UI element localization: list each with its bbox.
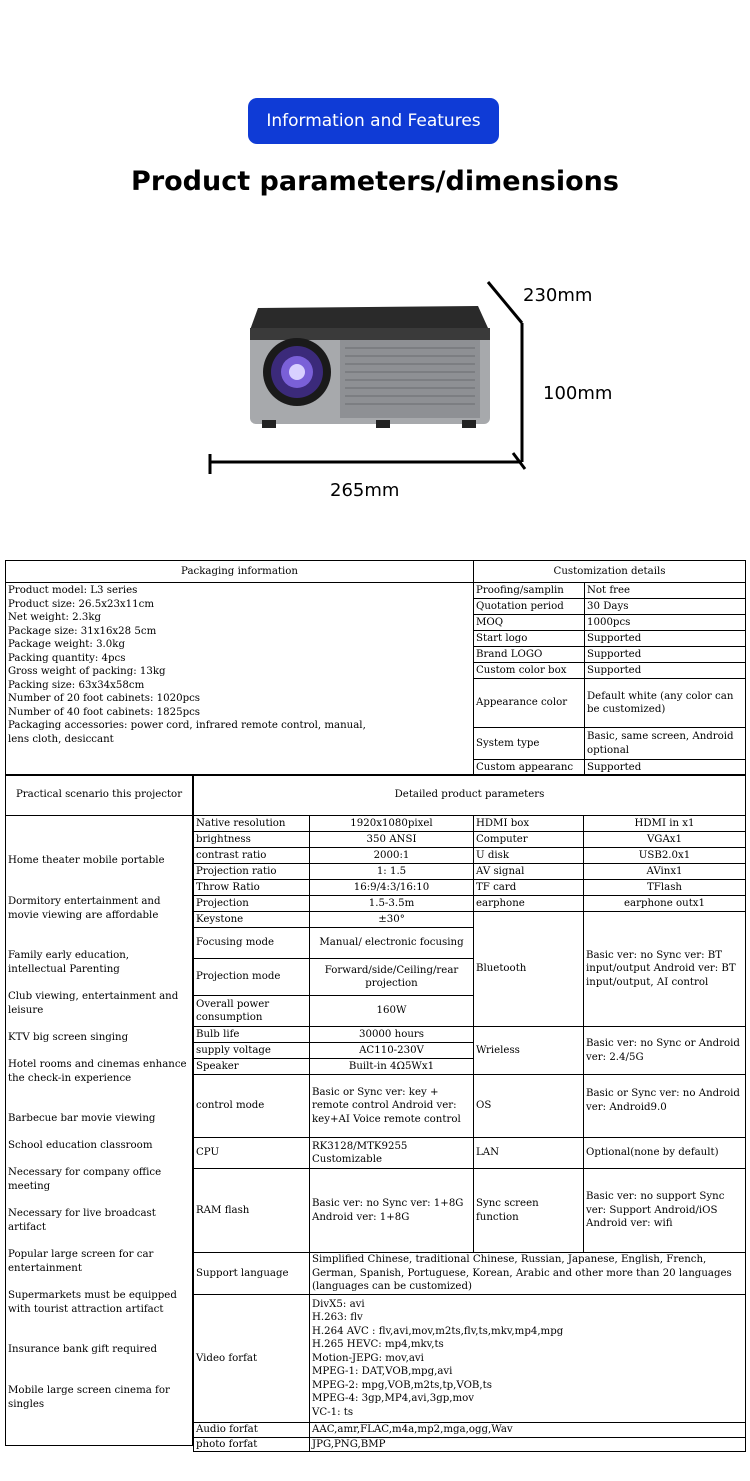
width-dimension: 265mm xyxy=(330,480,400,501)
param-value: Simplified Chinese, traditional Chinese, Russian, Japanese, English, French, German, Spanish, Portuguese, Korean, Arabic and other more than 20 languages (languages can be customized) xyxy=(310,1253,746,1295)
param-key: earphone xyxy=(474,896,584,912)
video-format-line: VC-1: ts xyxy=(312,1406,354,1418)
video-format-line: MPEG-2: mpg,VOB,m2ts,tp,VOB,ts xyxy=(312,1379,492,1391)
packaging-line: Number of 20 foot cabinets: 1020pcs xyxy=(8,693,201,704)
scenario-item: Family early education, intellectual Parenting xyxy=(8,950,130,975)
packaging-line: Packing size: 63x34x58cm xyxy=(8,679,145,691)
video-format-line: Motion-JEPG: mov,avi xyxy=(312,1352,424,1364)
packaging-line: Packaging accessories: power cord, infrared remote control, manual, xyxy=(8,720,366,731)
param-value: Built-in 4Ω5Wx1 xyxy=(310,1059,474,1075)
param-value: 2000:1 xyxy=(310,848,474,864)
param-value: 1: 1.5 xyxy=(310,864,474,880)
param-value: Basic ver: no Sync or Android ver: 2.4/5G xyxy=(584,1027,746,1075)
scenario-list xyxy=(6,816,193,1446)
packaging-line: Net weight: 2.3kg xyxy=(8,612,102,623)
packaging-heading: Packaging information xyxy=(6,561,474,583)
packaging-line: Product model: L3 series xyxy=(8,585,138,596)
param-value: earphone outx1 xyxy=(584,896,746,912)
scenario-item: Necessary for live broadcast artifact xyxy=(8,1208,156,1233)
page-title: Product parameters/dimensions xyxy=(131,166,619,197)
depth-dimension: 230mm xyxy=(523,285,593,306)
param-key: Overall power consumption xyxy=(194,996,310,1027)
param-key: Throw Ratio xyxy=(194,880,310,896)
custom-key: MOQ xyxy=(474,615,585,631)
param-value: RK3128/MTK9255 Customizable xyxy=(310,1138,474,1169)
param-value: 160W xyxy=(310,996,474,1027)
video-format-line: H.263: flv xyxy=(312,1312,363,1324)
custom-value: Not free xyxy=(585,583,746,599)
param-value: TFlash xyxy=(584,880,746,896)
packaging-line: Gross weight of packing: 13kg xyxy=(8,666,166,677)
param-key: Support language xyxy=(194,1253,310,1295)
scenario-item: Dormitory entertainment and movie viewing are affordable xyxy=(8,896,161,921)
param-key: photo forfat xyxy=(194,1437,310,1452)
param-key: contrast ratio xyxy=(194,848,310,864)
info-features-badge: Information and Features xyxy=(248,98,499,144)
custom-value: Default white (any color can be customized) xyxy=(585,679,746,728)
packaging-details xyxy=(6,583,474,776)
param-key: brightness xyxy=(194,832,310,848)
custom-key: Quotation period xyxy=(474,599,585,615)
parameters-table xyxy=(193,774,746,1452)
param-value: HDMI in x1 xyxy=(584,816,746,832)
video-formats xyxy=(310,1295,746,1423)
param-key: Native resolution xyxy=(194,816,310,832)
param-value: ±30° xyxy=(310,912,474,928)
parameters-heading: Detailed product parameters xyxy=(194,775,746,816)
param-value: Basic ver: no Sync ver: BT input/output Android ver: BT input/output, AI control xyxy=(584,912,746,1027)
scenario-heading: Practical scenario this projector xyxy=(6,775,193,816)
scenario-item: School education classroom xyxy=(8,1140,153,1151)
param-key: Wrieless xyxy=(474,1027,584,1075)
param-key: Video forfat xyxy=(194,1295,310,1423)
param-key: RAM flash xyxy=(194,1169,310,1253)
param-key: control mode xyxy=(194,1075,310,1138)
scenario-item: Hotel rooms and cinemas enhance the check-in experience xyxy=(8,1059,187,1084)
video-format-line: MPEG-4: 3gp,MP4,avi,3gp,mov xyxy=(312,1393,475,1405)
customization-heading: Customization details xyxy=(474,561,746,583)
param-value: Optional(none by default) xyxy=(584,1138,746,1169)
custom-key: Proofing/samplin xyxy=(474,583,585,599)
custom-value: Supported xyxy=(585,631,746,647)
packaging-line: Package weight: 3.0kg xyxy=(8,639,125,650)
custom-key: Custom color box xyxy=(474,663,585,679)
param-value: AAC,amr,FLAC,m4a,mp2,mga,ogg,Wav xyxy=(310,1423,746,1438)
param-key: CPU xyxy=(194,1138,310,1169)
param-key: Computer xyxy=(474,832,584,848)
param-key: Projection xyxy=(194,896,310,912)
scenario-item: Mobile large screen cinema for singles xyxy=(8,1385,170,1410)
param-key: Projection mode xyxy=(194,959,310,996)
custom-value: Basic, same screen, Android optional xyxy=(585,728,746,760)
custom-value: Supported xyxy=(585,663,746,679)
custom-key: Appearance color xyxy=(474,679,585,728)
custom-value: Supported xyxy=(585,760,746,776)
video-format-line: MPEG-1: DAT,VOB,mpg,avi xyxy=(312,1366,453,1378)
param-value: 30000 hours xyxy=(310,1027,474,1043)
projector-illustration xyxy=(0,270,750,510)
scenario-item: Necessary for company office meeting xyxy=(8,1167,162,1192)
custom-value: Supported xyxy=(585,647,746,663)
scenario-item: Popular large screen for car entertainment xyxy=(8,1249,154,1274)
packaging-line: lens cloth, desiccant xyxy=(8,733,114,745)
param-value: VGAx1 xyxy=(584,832,746,848)
param-value: Forward/side/Ceiling/rear projection xyxy=(310,959,474,996)
param-key: Keystone xyxy=(194,912,310,928)
param-key: OS xyxy=(474,1075,584,1138)
packaging-table xyxy=(5,560,746,776)
param-value: Basic or Sync ver: key + remote control Android ver: key+AI Voice remote control xyxy=(310,1075,474,1138)
param-key: Focusing mode xyxy=(194,928,310,959)
param-value: Basic ver: no support Sync ver: Support Android/iOS Android ver: wifi xyxy=(584,1169,746,1253)
packaging-line: Number of 40 foot cabinets: 1825pcs xyxy=(8,706,201,718)
param-value: JPG,PNG,BMP xyxy=(310,1437,746,1452)
custom-key: Brand LOGO xyxy=(474,647,585,663)
param-key: HDMI box xyxy=(474,816,584,832)
video-format-line: H.265 HEVC: mp4,mkv,ts xyxy=(312,1339,444,1351)
param-key: supply voltage xyxy=(194,1043,310,1059)
param-value: USB2.0x1 xyxy=(584,848,746,864)
video-format-line: H.264 AVC : flv,avi,mov,m2ts,flv,ts,mkv,mp4,mpg xyxy=(312,1325,564,1337)
param-value: 350 ANSI xyxy=(310,832,474,848)
param-key: U disk xyxy=(474,848,584,864)
param-value: 1920x1080pixel xyxy=(310,816,474,832)
param-key: LAN xyxy=(474,1138,584,1169)
packaging-line: Packing quantity: 4pcs xyxy=(8,652,126,664)
param-key: Sync screen function xyxy=(474,1169,584,1253)
custom-key: Start logo xyxy=(474,631,585,647)
scenario-table xyxy=(5,774,193,1446)
scenario-item: Insurance bank gift required xyxy=(8,1344,157,1355)
param-key: Bluetooth xyxy=(474,912,584,1027)
param-value: AC110-230V xyxy=(310,1043,474,1059)
param-value: Basic ver: no Sync ver: 1+8G Android ver: 1+8G xyxy=(310,1169,474,1253)
packaging-line: Package size: 31x16x28 5cm xyxy=(8,625,157,637)
param-key: Bulb life xyxy=(194,1027,310,1043)
scenario-item: KTV big screen singing xyxy=(8,1032,129,1043)
height-dimension: 100mm xyxy=(543,383,613,404)
param-key: Audio forfat xyxy=(194,1423,310,1438)
param-key: Speaker xyxy=(194,1059,310,1075)
param-key: AV signal xyxy=(474,864,584,880)
custom-key: Custom appearanc xyxy=(474,760,585,776)
param-key: Projection ratio xyxy=(194,864,310,880)
param-value: 1.5-3.5m xyxy=(310,896,474,912)
packaging-line: Product size: 26.5x23x11cm xyxy=(8,598,154,610)
custom-key: System type xyxy=(474,728,585,760)
scenario-item: Home theater mobile portable xyxy=(8,855,165,866)
param-value: Basic or Sync ver: no Android ver: Android9.0 xyxy=(584,1075,746,1138)
scenario-item: Club viewing, entertainment and leisure xyxy=(8,991,179,1016)
custom-value: 1000pcs xyxy=(585,615,746,631)
param-key: TF card xyxy=(474,880,584,896)
param-value: AVinx1 xyxy=(584,864,746,880)
param-value: 16:9/4:3/16:10 xyxy=(310,880,474,896)
param-value: Manual/ electronic focusing xyxy=(310,928,474,959)
custom-value: 30 Days xyxy=(585,599,746,615)
scenario-item: Supermarkets must be equipped with tourist attraction artifact xyxy=(8,1290,177,1315)
scenario-item: Barbecue bar movie viewing xyxy=(8,1113,156,1124)
video-format-line: DivX5: avi xyxy=(312,1298,365,1310)
